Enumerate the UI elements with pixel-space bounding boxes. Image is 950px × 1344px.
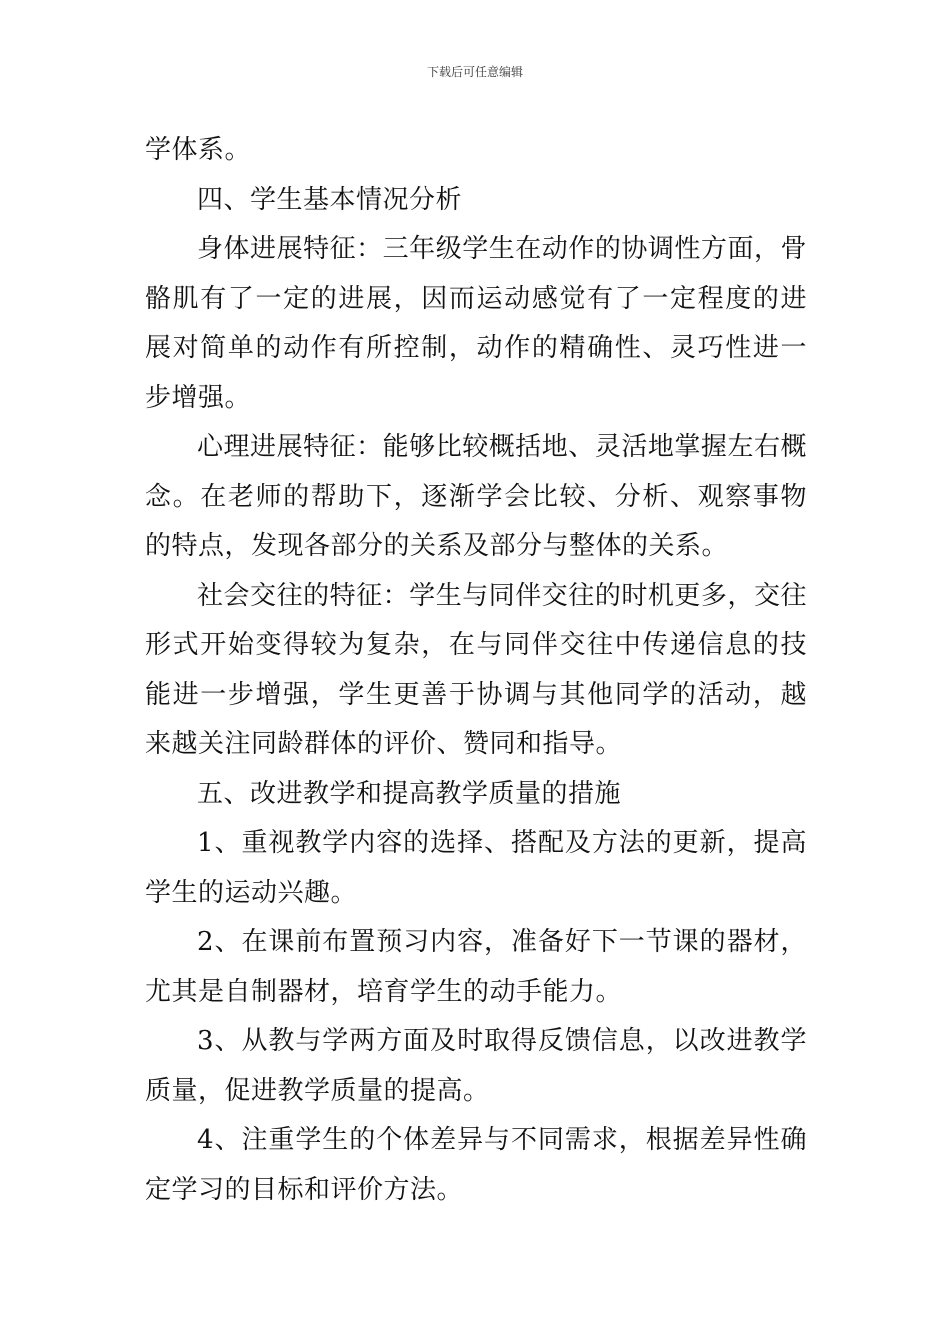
paragraph-continuation: 学体系。 (145, 135, 252, 165)
paragraph-physical-development: 身体进展特征：三年级学生在动作的协调性方面，骨骼肌有了一定的进展，因而运动感觉有了一定程度的进展对简单的动作有所控制，动作的精确性、灵巧性进一步增强。 (145, 234, 807, 413)
paragraph-psychological-development: 心理进展特征：能够比较概括地、灵活地掌握左右概念。在老师的帮助下，逐渐学会比较、分析、观察事物的特点，发现各部分的关系及部分与整体的关系。 (145, 432, 807, 561)
measure-item-1: 1、重视教学内容的选择、搭配及方法的更新，提高学生的运动兴趣。 (145, 828, 807, 908)
measure-item-4: 4、注重学生的个体差异与不同需求，根据差异性确定学习的目标和评价方法。 (145, 1125, 807, 1205)
section-heading-student-analysis: 四、学生基本情况分析 (197, 184, 463, 215)
paragraph-social-interaction: 社会交往的特征：学生与同伴交往的时机更多，交往形式开始变得较为复杂，在与同伴交往中传递信息的技能进一步增强，学生更善于协调与其他同学的活动，越来越关注同龄群体的评价、赞同和指导。 (145, 580, 807, 759)
measure-item-2: 2、在课前布置预习内容，准备好下一节课的器材，尤其是自制器材，培育学生的动手能力。 (145, 927, 807, 1007)
measure-item-3: 3、从教与学两方面及时取得反馈信息，以改进教学质量，促进教学质量的提高。 (145, 1026, 807, 1106)
section-heading-teaching-measures: 五、改进教学和提高教学质量的措施 (197, 778, 622, 809)
page-header-note: 下载后可任意编辑 (426, 65, 523, 79)
document-body (145, 126, 807, 1215)
